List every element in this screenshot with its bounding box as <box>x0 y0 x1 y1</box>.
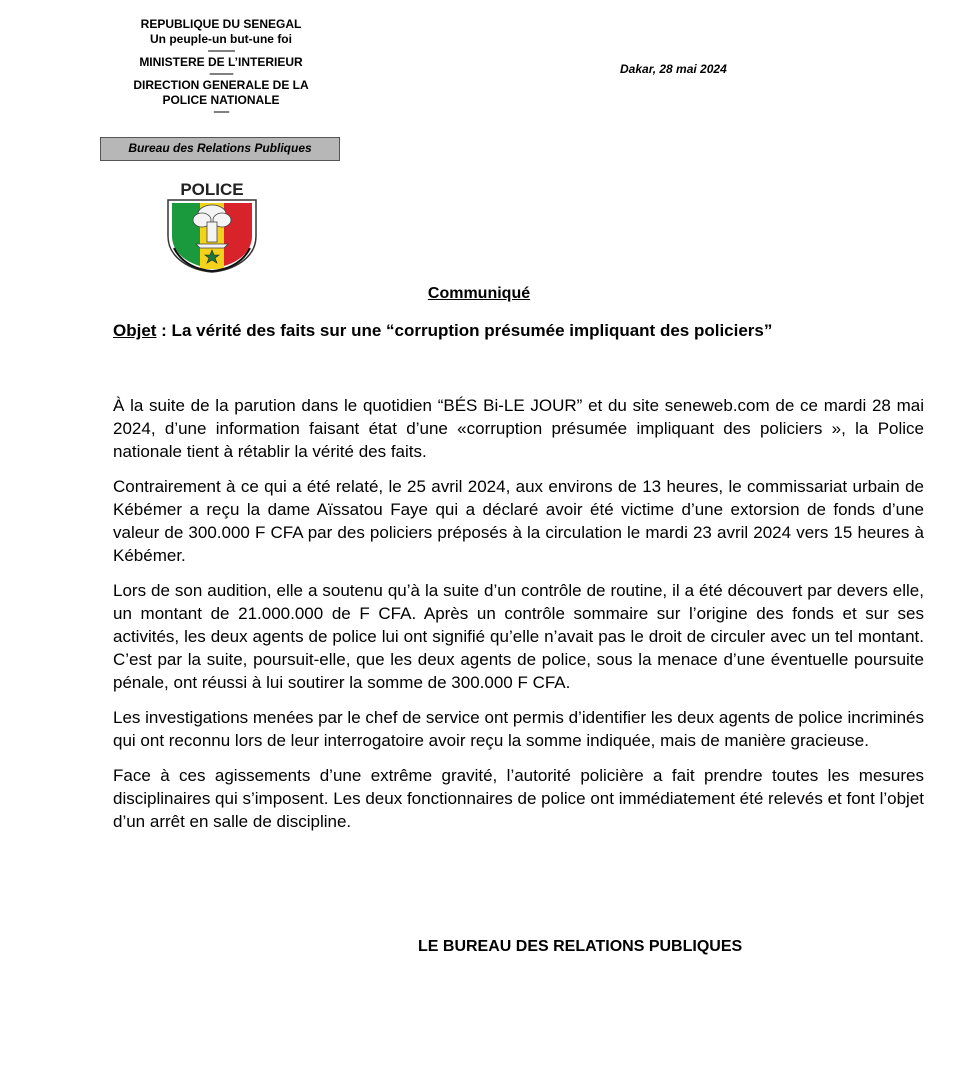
direction-name-line1: DIRECTION GENERALE DE LA <box>133 78 309 92</box>
separator: ---------------- <box>207 46 235 55</box>
direction-name-line2: POLICE NATIONALE <box>162 93 280 107</box>
bureau-label: Bureau des Relations Publiques <box>100 137 340 161</box>
country-name: REPUBLIQUE DU SENEGAL <box>140 17 302 31</box>
separator: -------------- <box>209 69 233 78</box>
paragraph: Les investigations menées par le chef de service ont permis d’identifier les deux agents de police incriminés qui ont reconnu lors de leur interrogatoire avoir reçu la somme indiquée, mais de manière gracieuse. <box>113 708 924 750</box>
paragraph: À la suite de la parution dans le quotidien “BÉS Bi-LE JOUR” et du site seneweb.com de ce mardi 28 mai 2024, d’une information faisant état d’une «corruption présumée impliquant des policiers », la Police nationale tient à rétablir la vérité des faits. <box>113 396 924 461</box>
subject-line <box>113 321 772 341</box>
letterhead <box>100 17 342 116</box>
national-motto: Un peuple-un but-une foi <box>150 32 292 46</box>
separator: --------- <box>213 107 229 116</box>
subject-label: Objet <box>113 321 157 340</box>
ministry-name: MINISTERE DE L’INTERIEUR <box>139 55 303 69</box>
paragraph: Lors de son audition, elle a soutenu qu’à la suite d’un contrôle de routine, il a été découvert par devers elle, un montant de 21.000.000 de F CFA. Après un contrôle sommaire sur l’origine des fonds et sur ses activités, les deux agents de police lui ont signifié qu’elle n’avait pas le droit de circuler avec un tel montant. C’est par la suite, poursuit-elle, que les deux agents de police, sous la menace d’une éventuelle poursuite pénale, ont réussi à lui soutirer la somme de 300.000 F CFA. <box>113 581 924 692</box>
paragraph: Contrairement à ce qui a été relaté, le 25 avril 2024, aux environs de 13 heures, le commissariat urbain de Kébémer a reçu la dame Aïssatou Faye qui a déclaré avoir été victime d’une extorsion de fonds d’une valeur de 300.000 F CFA par des policiers préposés à la circulation le mardi 23 avril 2024 vers 15 heures à Kébémer. <box>113 477 924 565</box>
document-date: Dakar, 28 mai 2024 <box>620 62 727 76</box>
document-title: Communiqué <box>427 285 531 302</box>
signature: LE BUREAU DES RELATIONS PUBLIQUES <box>418 938 743 955</box>
police-emblem-icon <box>162 178 262 274</box>
subject-text: : La vérité des faits sur une “corruption présumée impliquant des policiers” <box>156 321 773 340</box>
police-logo-text: POLICE <box>180 180 244 199</box>
communique-body <box>113 394 924 845</box>
paragraph: Face à ces agissements d’une extrême gravité, l’autorité policière a fait prendre toutes les mesures disciplinaires qui s’imposent. Les deux fonctionnaires de police ont immédiatement été relevés et font l’objet d’un arrêt en salle de discipline. <box>113 766 924 831</box>
